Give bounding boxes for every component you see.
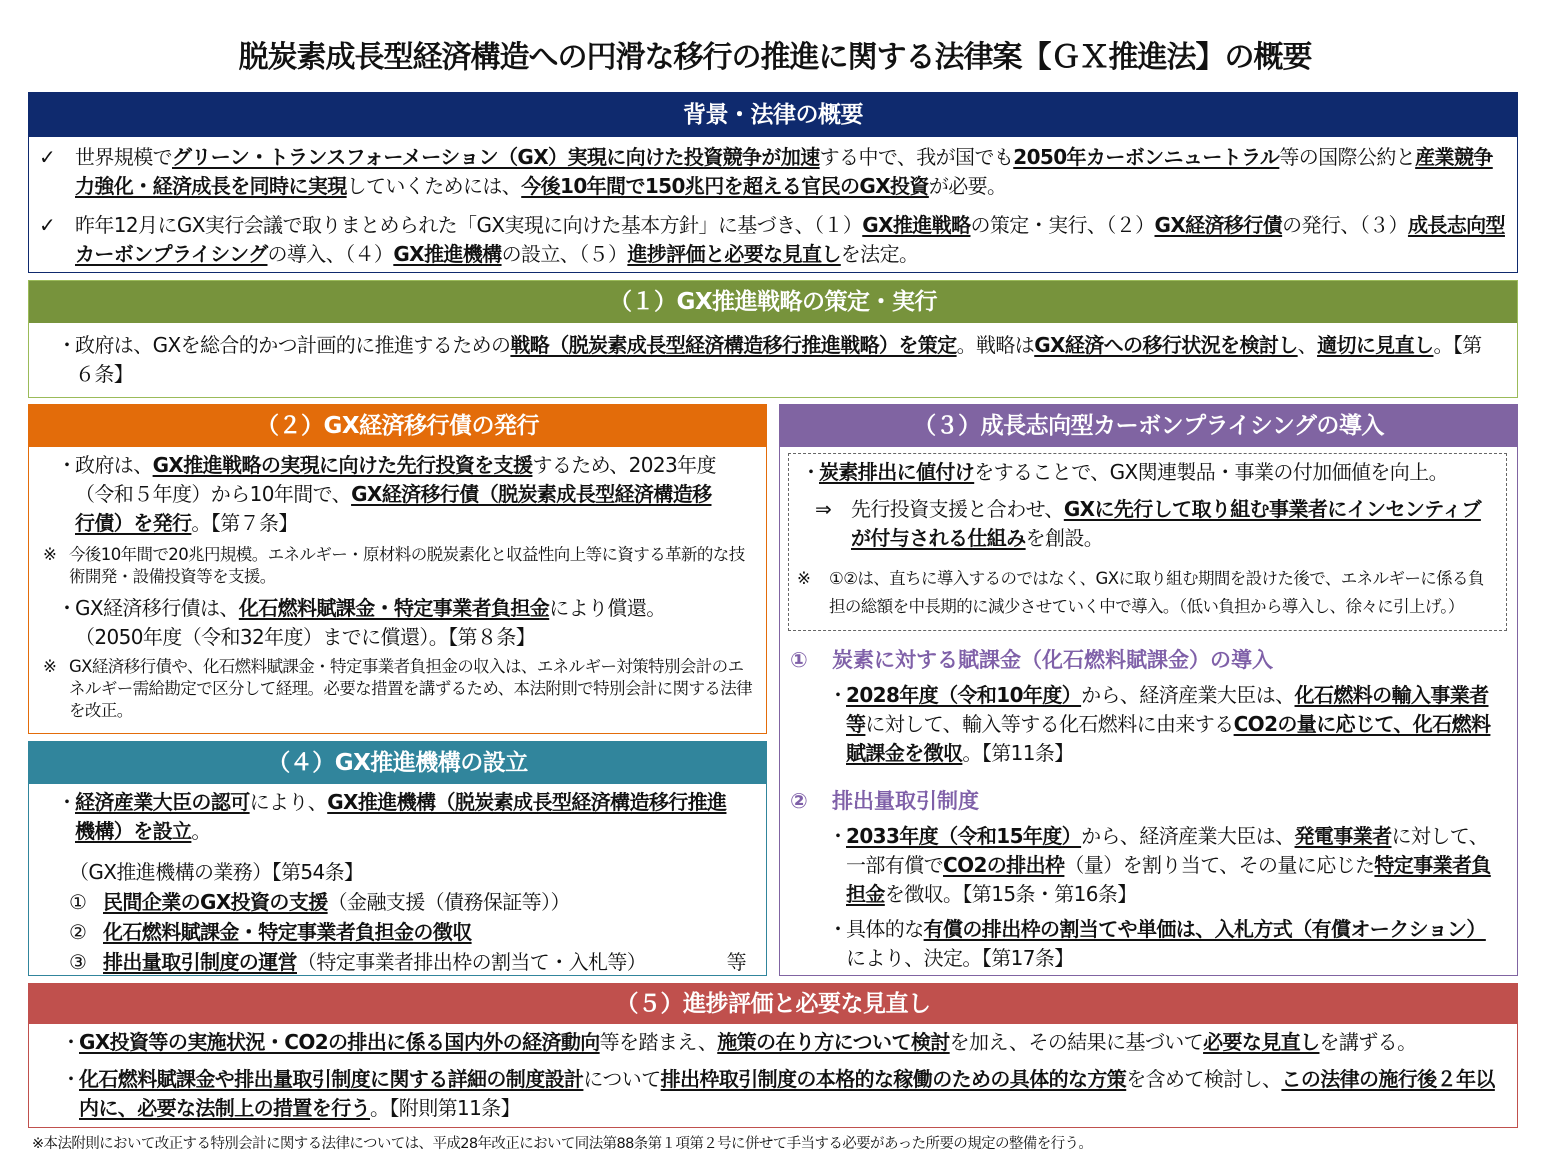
text: 具体的な [846, 917, 924, 941]
emphasis-text: 化石燃料賦課金・特定事業者負担金 [238, 596, 550, 620]
note-mark: ※ [43, 657, 57, 676]
bullet: ・ [57, 453, 77, 477]
emphasis-text: GX推進戦略の実現に向けた先行投資を支援 [152, 453, 533, 477]
rich-text [819, 460, 1448, 484]
emphasis-text: GX経済への移行状況を検討し [1034, 333, 1298, 357]
text: （金融支援（債務保証等）） [327, 890, 570, 914]
emphasis-text: GX推進機構 [393, 242, 502, 266]
emphasis-text: 2033年度（令和15年度） [846, 824, 1082, 848]
review-item [57, 1028, 1497, 1057]
background-item [29, 211, 1507, 269]
text: 。【第６条】 [75, 333, 1482, 386]
text: 。【附則第11条】 [370, 1096, 521, 1120]
rich-text [75, 333, 1482, 386]
text: により、決定。【第17条】 [846, 946, 1074, 970]
rich-text [75, 213, 1505, 266]
rich-text [103, 950, 646, 974]
bullet: ・ [828, 824, 848, 848]
levy-heading [790, 645, 1499, 675]
emphasis-text: 化石燃料賦課金・特定事業者負担金の徴収 [103, 920, 472, 944]
text: 等の国際公約と [1279, 145, 1416, 169]
emphasis-text: 化石燃料賦課金や排出量取引制度に関する詳細の制度設計 [79, 1067, 584, 1091]
number-2: ② [790, 789, 808, 813]
emphasis-text: 施策の在り方について検討 [717, 1030, 950, 1054]
text: の導入、（４） [267, 242, 394, 266]
emphasis-text: 排出枠取引制度の本格的な稼働のための具体的な方策 [660, 1067, 1127, 1091]
emphasis-text: 有償の排出枠の割当てや単価は、入札方式（有償オークション） [923, 917, 1486, 941]
text: 等を踏まえ、 [599, 1030, 718, 1054]
text: （量）を割り当て、その量に応じた [1064, 853, 1375, 877]
text: に対して、輸入等する化石燃料に由来する [865, 712, 1234, 736]
background-item [29, 143, 1507, 201]
text: 先行投資支援と合わせ、 [851, 497, 1064, 521]
emphasis-text: GX投資等の実施状況・CO2の排出に係る国内外の経済動向 [79, 1030, 600, 1054]
text: する中で、我が国でも [819, 145, 1014, 169]
footnote: ※本法附則において改正する特別会計に関する法律については、平成28年改正において同法第88条第１項第２号に併せて手当する必要があった所要の規定の整備を行う。 [32, 1136, 1093, 1152]
emphasis-text: 2028年度（令和10年度） [846, 683, 1082, 707]
ets-item [824, 915, 1499, 973]
bonds-note [43, 656, 758, 722]
ets-item [824, 822, 1499, 909]
rich-text [846, 917, 1486, 970]
section-strategy [28, 280, 1518, 398]
rich-text [103, 890, 570, 914]
text: の策定・実行、（２） [970, 213, 1155, 237]
text: するため、2023年度（令和５年度）から10年間で、 [75, 453, 716, 506]
emphasis-text: 成長志向型カーボンプライシング [75, 213, 1505, 266]
section-strategy-header: （１）GX推進戦略の策定・実行 [29, 281, 1517, 323]
text: 。戦略は [956, 333, 1035, 357]
emphasis-text: 今後10年間で150兆円を超える官民のGX投資 [521, 174, 929, 198]
text: 、 [1297, 333, 1318, 357]
emphasis-text: CO2の量に応じて、化石燃料賦課金を徴収 [846, 712, 1491, 765]
section-review [28, 983, 1518, 1128]
bullet: ・ [801, 460, 821, 484]
text: していくためには、 [346, 174, 522, 198]
duty-item [53, 918, 746, 947]
ets-title: 排出量取引制度 [832, 789, 979, 813]
emphasis-text: GXに先行して取り組む事業者にインセンティブが付与される仕組み [851, 497, 1481, 550]
text: 世界規模で [75, 145, 172, 169]
check-icon: ✓ [39, 145, 56, 169]
emphasis-text: 進捗評価と必要な見直し [627, 242, 841, 266]
text: 。 [191, 819, 211, 843]
text: から、経済産業大臣は、 [1081, 683, 1295, 707]
text: に対して、一部有償で [846, 824, 1489, 877]
text: を加え、その結果に基づいて [949, 1030, 1204, 1054]
bonds-note [43, 544, 746, 588]
bullet: ・ [57, 596, 77, 620]
rich-text [846, 824, 1491, 906]
emphasis-text: 産業競争力強化・経済成長を同時に実現 [75, 145, 1493, 198]
emphasis-text: 戦略（脱炭素成長型経済構造移行推進戦略）を策定 [510, 333, 957, 357]
text: をすることで、GX関連製品・事業の付加価値を向上。 [974, 460, 1449, 484]
levy-item [824, 681, 1499, 768]
bonds-note-text: GX経済移行債や、化石燃料賦課金・特定事業者負担金の収入は、エネルギー対策特別会計のエネルギー需給勘定で区分して経理。必要な措置を講ずるため、本法附則で特別会計に関する法律を改正。 [69, 657, 753, 720]
bonds-note-text: 今後10年間で20兆円規模。エネルギー・原材料の脱炭素化と収益性向上等に資する革新的な技術開発・設備投資等を支援。 [69, 545, 745, 586]
duty-number: ③ [69, 950, 87, 974]
rich-text [75, 596, 666, 620]
rich-text [79, 1030, 1416, 1054]
emphasis-text: 2050年カーボンニュートラル [1013, 145, 1280, 169]
duties-suffix: 等 [726, 950, 746, 974]
section-review-header: （５）進捗評価と必要な見直し [29, 984, 1517, 1024]
note-mark: ※ [43, 545, 57, 564]
note-mark: ※ [797, 569, 811, 588]
text: により、 [249, 790, 328, 814]
text: の設立、（５） [501, 242, 628, 266]
text: の発行、（３） [1282, 213, 1408, 237]
section-carbon-pricing [779, 404, 1518, 976]
pricing-item [797, 495, 1494, 553]
text: 昨年12月にGX実行会議で取りまとめられた「GX実現に向けた基本方針」に基づき、（１） [75, 213, 863, 237]
duty-item [53, 888, 746, 917]
emphasis-text: GX推進戦略 [862, 213, 971, 237]
bullet: ・ [61, 1067, 81, 1091]
text: 。【第11条】 [962, 741, 1074, 765]
emphasis-text: 特定事業者負担金 [846, 853, 1491, 906]
duty-number: ① [69, 890, 87, 914]
ets-heading [790, 786, 1499, 816]
emphasis-text: 化石燃料の輸入事業者等 [846, 683, 1489, 736]
bullet: ・ [57, 333, 77, 357]
text: を含めて検討し、 [1126, 1067, 1282, 1091]
levy-title: 炭素に対する賦課金（化石燃料賦課金）の導入 [832, 648, 1273, 672]
emphasis-text: 排出量取引制度の運営 [103, 950, 297, 974]
rich-text [75, 145, 1493, 198]
arrow-icon: ⇒ [815, 497, 832, 521]
rich-text [75, 453, 716, 535]
bullet: ・ [57, 790, 77, 814]
background-header: 背景・法律の概要 [29, 93, 1517, 137]
section-organization-header: （４）GX推進機構の設立 [29, 742, 766, 784]
emphasis-text: グリーン・トランスフォーメーション（GX）実現に向けた投資競争が加速 [172, 145, 820, 169]
bonds-item [53, 451, 746, 538]
rich-text [851, 497, 1481, 550]
text: が必要。 [928, 174, 1007, 198]
text: を講ずる。 [1319, 1030, 1417, 1054]
emphasis-text: 民間企業のGX投資の支援 [103, 890, 328, 914]
bullet: ・ [61, 1030, 81, 1054]
section-bonds [28, 404, 767, 734]
section-organization [28, 741, 767, 976]
duty-item [53, 948, 746, 977]
emphasis-text: 発電事業者 [1294, 824, 1392, 848]
background-section [28, 92, 1518, 273]
organization-item [53, 788, 746, 846]
check-icon: ✓ [39, 213, 56, 237]
emphasis-text: 経済産業大臣の認可 [75, 790, 250, 814]
text: から、経済産業大臣は、 [1081, 824, 1295, 848]
text: を創設。 [1025, 526, 1104, 550]
pricing-summary-box [788, 453, 1507, 631]
number-1: ① [790, 648, 808, 672]
bullet: ・ [828, 683, 848, 707]
bonds-item [53, 594, 746, 652]
text: を徴収。【第15条・第16条】 [884, 882, 1137, 906]
text: GX経済移行債は、 [75, 596, 239, 620]
text: について [583, 1067, 661, 1091]
pricing-note-text: ①②は、直ちに導入するのではなく、GXに取り組む期間を設けた後で、エネルギーに係る負担の総額を中長期的に減少させていく中で導入。（低い負担から導入し、徐々に引上げ。） [829, 569, 1484, 616]
text: （特定事業者排出枠の割当て・入札等） [297, 950, 647, 974]
rich-text [846, 683, 1490, 765]
bullet: ・ [828, 917, 848, 941]
section-carbon-pricing-header: （３）成長志向型カーボンプライシングの導入 [780, 405, 1517, 447]
pricing-item [797, 458, 1494, 487]
pricing-note [797, 565, 1494, 621]
review-item [57, 1065, 1497, 1123]
emphasis-text: CO2の排出枠 [943, 853, 1065, 877]
emphasis-text: 炭素排出に値付け [819, 460, 975, 484]
emphasis-text: 適切に見直し [1317, 333, 1434, 357]
emphasis-text: GX経済移行債（脱炭素成長型経済構造移行債）を発行 [75, 482, 712, 535]
text: 政府は、 [75, 453, 153, 477]
text: により償還。 [549, 596, 666, 620]
rich-text [75, 790, 726, 843]
emphasis-text: GX推進機構（脱炭素成長型経済構造移行推進機構）を設立 [75, 790, 727, 843]
section-bonds-header: （２）GX経済移行債の発行 [29, 405, 766, 447]
page-title: 脱炭素成長型経済構造への円滑な移行の推進に関する法律案【ＧＸ推進法】の概要 [238, 40, 1312, 75]
text: 政府は、GXを総合的かつ計画的に推進するための [75, 333, 511, 357]
emphasis-text: この法律の施行後２年以内に、必要な法制上の措置を行う [79, 1067, 1495, 1120]
rich-text [79, 1067, 1495, 1120]
text: 。【第７条】 [191, 511, 298, 535]
bonds-redemption: （2050年度（令和32年度）までに償還）。【第８条】 [75, 625, 536, 649]
strategy-item [53, 331, 1501, 389]
duty-number: ② [69, 920, 87, 944]
text: を法定。 [840, 242, 919, 266]
emphasis-text: GX経済移行債 [1154, 213, 1283, 237]
rich-text [103, 920, 472, 944]
emphasis-text: 必要な見直し [1203, 1030, 1320, 1054]
duties-label: （GX推進機構の業務）【第54条】 [69, 860, 364, 884]
